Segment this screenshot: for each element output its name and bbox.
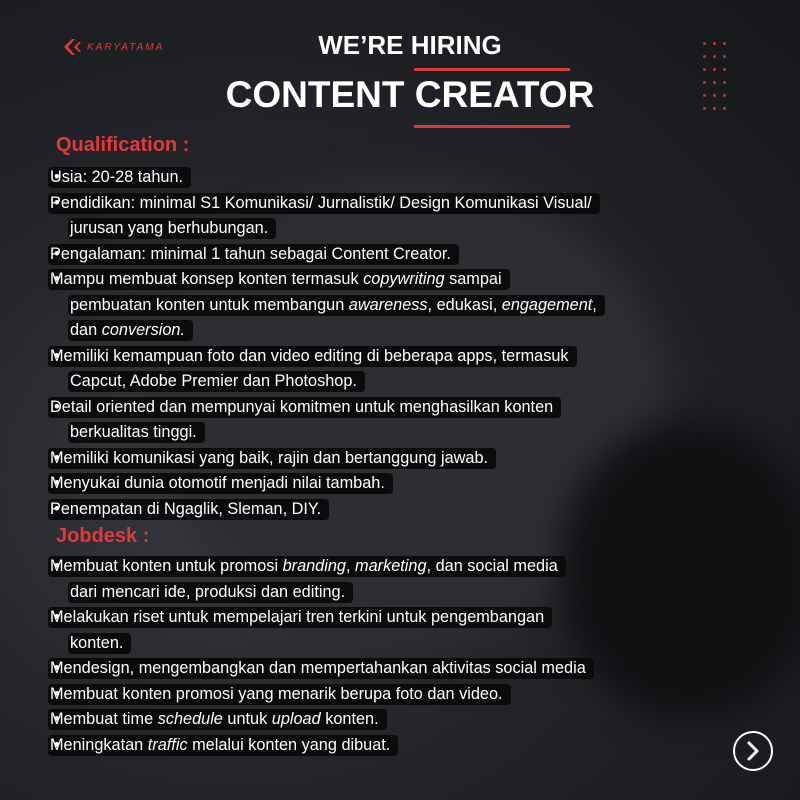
text-segment: berkualitas tinggi. [70,423,197,441]
list-item [48,191,605,242]
text-highlight [48,658,594,679]
chevron-right-icon [745,741,761,761]
list-item [48,656,594,682]
text-segment: copywriting [363,270,445,288]
text-segment: upload [271,710,321,728]
text-segment: , dan social media [426,557,558,575]
list-item [48,165,605,191]
text-highlight [48,269,510,290]
list-item-line [68,318,605,344]
text-segment: Melakukan riset untuk mempelajari tren terkini untuk pengembangan [50,608,545,626]
qualification-heading: Qualification : [56,134,190,156]
text-segment: Membuat time [50,710,158,728]
text-highlight [48,346,577,367]
text-highlight [68,320,193,341]
divider [414,68,570,71]
text-segment: Meningkatan [50,735,148,754]
text-segment: Pendidikan: minimal S1 Komunikasi/ Jurnalistik/ Design Komunikasi Visual/ [50,193,592,212]
text-segment: branding [282,557,346,575]
text-segment: conversion. [101,321,185,339]
list-item-line [50,191,605,217]
text-highlight [48,448,496,469]
list-item-line [68,293,605,319]
text-highlight [68,422,205,443]
text-segment: Detail oriented dan mempunyai komitmen untuk menghasilkan konten [50,397,554,416]
text-highlight [48,244,459,265]
list-item-line [50,682,594,708]
list-item-line [50,471,605,497]
text-segment: Mendesign, mengembangkan dan mempertahankan aktivitas social media [50,659,586,677]
list-item-line [50,656,594,682]
text-highlight [48,397,561,418]
text-highlight [48,709,387,730]
list-item-line [50,395,605,421]
list-item-line [68,369,605,395]
list-item-line [50,733,594,759]
text-highlight [68,582,353,603]
text-highlight [48,193,600,214]
job-title: CONTENT CREATOR [225,74,595,115]
text-segment: dari mencari ide, produksi dan editing. [70,582,346,601]
text-segment: Membuat konten promosi yang menarik berupa foto dan video. [50,684,503,703]
list-item [48,554,594,605]
text-segment: Memiliki komunikasi yang baik, rajin dan bertanggung jawab. [50,448,489,467]
list-item-line [68,216,605,242]
list-item-line [68,631,594,657]
list-item [48,605,594,656]
text-segment: marketing [355,557,427,575]
text-segment: konten. [320,710,379,728]
text-highlight [68,218,276,239]
list-item [48,344,605,395]
text-segment: Memiliki kemampuan foto dan video editing di beberapa apps, termasuk [50,346,569,365]
text-highlight [68,371,365,392]
list-item-line [50,707,594,733]
text-segment: sampai [444,270,502,288]
text-segment: jurusan yang berhubungan. [70,219,269,237]
text-segment: engagement [501,295,593,314]
dot-pattern [703,42,733,110]
text-segment: , [345,557,356,575]
list-item-line [50,554,594,580]
list-item-line [50,605,594,631]
text-highlight [48,167,191,188]
text-highlight [48,735,398,756]
list-item-line [50,344,605,370]
text-segment: Capcut, Adobe Premier dan Photoshop. [70,372,357,390]
text-segment: Usia: 20-28 tahun. [50,168,184,186]
text-highlight [68,633,131,654]
list-item [48,446,605,472]
text-segment: pembuatan konten untuk membangun [70,295,349,314]
text-segment: traffic [147,735,188,754]
text-segment: Mampu membuat konsep konten termasuk [50,270,364,288]
brand-name: KARYATAMA [87,41,165,53]
list-item-line [50,497,605,523]
text-highlight [48,684,511,705]
text-segment: Penempatan di Ngaglik, Sleman, DIY. [50,499,322,518]
list-item-line [50,242,605,268]
list-item [48,267,605,344]
list-item-line [68,580,594,606]
text-highlight [48,473,393,494]
list-item-line [68,420,605,446]
text-highlight [48,556,566,577]
list-item [48,497,605,523]
list-item-line [50,446,605,472]
text-segment: Membuat konten untuk promosi [50,557,283,575]
list-item [48,707,594,733]
text-segment: Pengalaman: minimal 1 tahun sebagai Content Creator. [50,244,451,263]
hiring-heading: WE’RE HIRING [318,30,502,60]
list-item-line [50,267,605,293]
text-segment: , edukasi, [427,295,502,314]
text-segment: konten. [70,633,124,652]
text-highlight [48,607,552,628]
list-item [48,471,605,497]
jobdesk-heading: Jobdesk : [56,525,150,547]
list-item [48,395,605,446]
list-item [48,242,605,268]
text-segment: untuk [222,710,272,728]
list-item [48,682,594,708]
text-highlight [48,499,329,520]
text-segment: , [592,295,597,314]
text-segment: awareness [348,295,428,314]
jobdesk-list [48,554,594,758]
text-segment: Menyukai dunia otomotif menjadi nilai tambah. [50,474,385,492]
text-segment: melalui konten yang dibuat. [187,735,391,754]
list-item-line [50,165,605,191]
next-button[interactable] [733,731,773,771]
text-segment: schedule [157,710,223,728]
divider [414,125,570,128]
list-item [48,733,594,759]
text-highlight [68,295,605,316]
text-segment: dan [70,321,102,339]
qualification-list [48,165,605,522]
